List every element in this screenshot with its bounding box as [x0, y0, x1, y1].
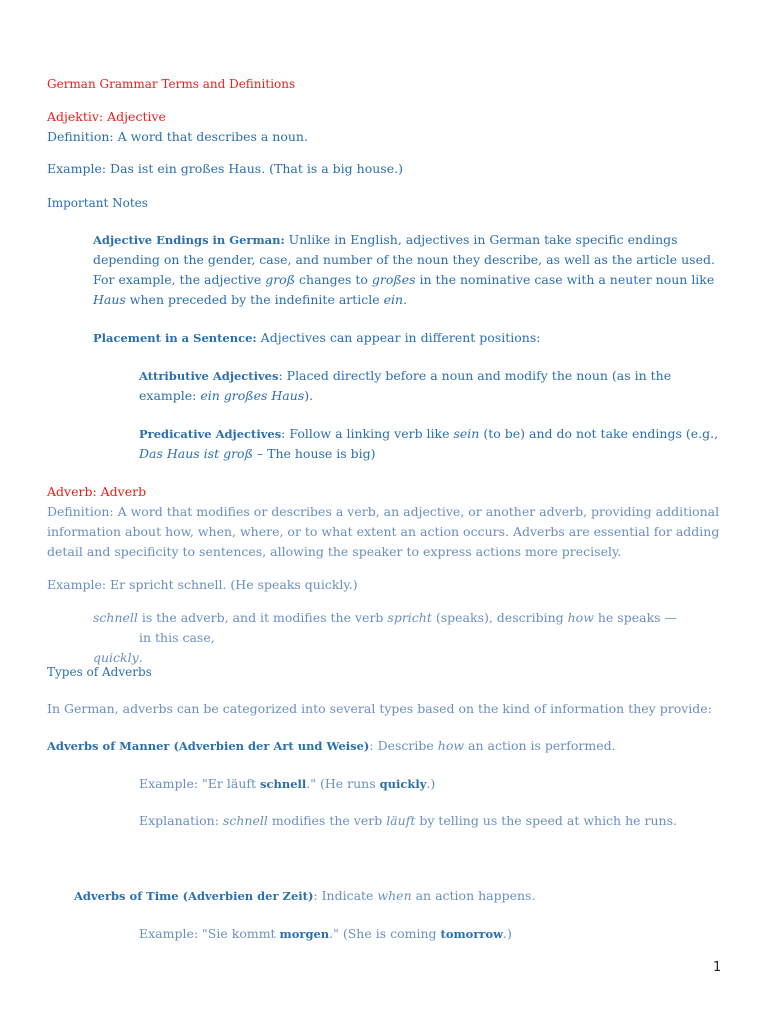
time-example: Example: "Sie kommt morgen." (She is coming tomorrow.) — [139, 926, 512, 941]
adverbs-of-manner: Adverbs of Manner (Adverbien der Art und Weise): Describe how an action is performed. — [47, 738, 616, 753]
page-number: 1 — [713, 960, 722, 975]
adjective-definition: Definition: A word that describes a noun. — [47, 129, 308, 144]
attributive-paragraph: Attributive Adjectives: Placed directly before a noun and modify the noun (as in the example: ein großes Haus). — [139, 368, 672, 403]
manner-example: Example: "Er läuft schnell." (He runs quickly.) — [139, 776, 436, 791]
adverb-heading: Adverb: Adverb — [47, 484, 147, 499]
adverbs-of-time: Adverbs of Time (Adverbien der Zeit): Indicate when an action happens. — [74, 888, 536, 903]
document-title: German Grammar Terms and Definitions — [47, 77, 296, 91]
adjective-endings-paragraph: Adjective Endings in German: Unlike in English, adjectives in German take specific endings depending on the gender, case, and number of the noun they describe, as well as the article used. For example, the adjective groß changes to großes in the nominative case with a neuter noun like Haus when preceded by the indefinite article ein. — [93, 232, 715, 307]
adjective-heading: Adjektiv: Adjective — [47, 109, 166, 124]
time-label: Adverbs of Time (Adverbien der Zeit) — [74, 889, 314, 903]
adverb-explanation: schnell is the adverb, and it modifies the verb spricht (speaks), describing how he speaks —in this case, quickly. — [93, 610, 678, 665]
adjective-example: Example: Das ist ein großes Haus. (That is a big house.) — [47, 161, 403, 176]
placement-label: Placement in a Sentence: — [93, 331, 257, 345]
attributive-label: Attributive Adjectives — [139, 369, 279, 383]
types-intro: In German, adverbs can be categorized into several types based on the kind of information they provide: — [47, 701, 712, 716]
adjective-endings-label: Adjective Endings in German: — [93, 233, 285, 247]
manner-explanation: Explanation: schnell modifies the verb läuft by telling us the speed at which he runs. — [139, 813, 677, 828]
predicative-paragraph: Predicative Adjectives: Follow a linking verb like sein (to be) and do not take endings (e.g., Das Haus ist groß – The house is big) — [139, 426, 719, 461]
adverb-definition: Definition: A word that modifies or describes a verb, an adjective, or another adverb, providing additional information about how, when, where, or to what extent an action occurs. Adverbs are essential for adding detail and specificity to sentences, allowing the speaker to express actions more precisely. — [47, 504, 720, 559]
manner-label: Adverbs of Manner (Adverbien der Art und Weise) — [47, 739, 370, 753]
placement-paragraph: Placement in a Sentence: Adjectives can appear in different positions: — [93, 330, 541, 345]
important-notes-heading: Important Notes — [47, 196, 148, 210]
predicative-label: Predicative Adjectives — [139, 427, 282, 441]
types-of-adverbs-heading: Types of Adverbs — [47, 665, 152, 679]
adverb-example: Example: Er spricht schnell. (He speaks quickly.) — [47, 577, 358, 592]
